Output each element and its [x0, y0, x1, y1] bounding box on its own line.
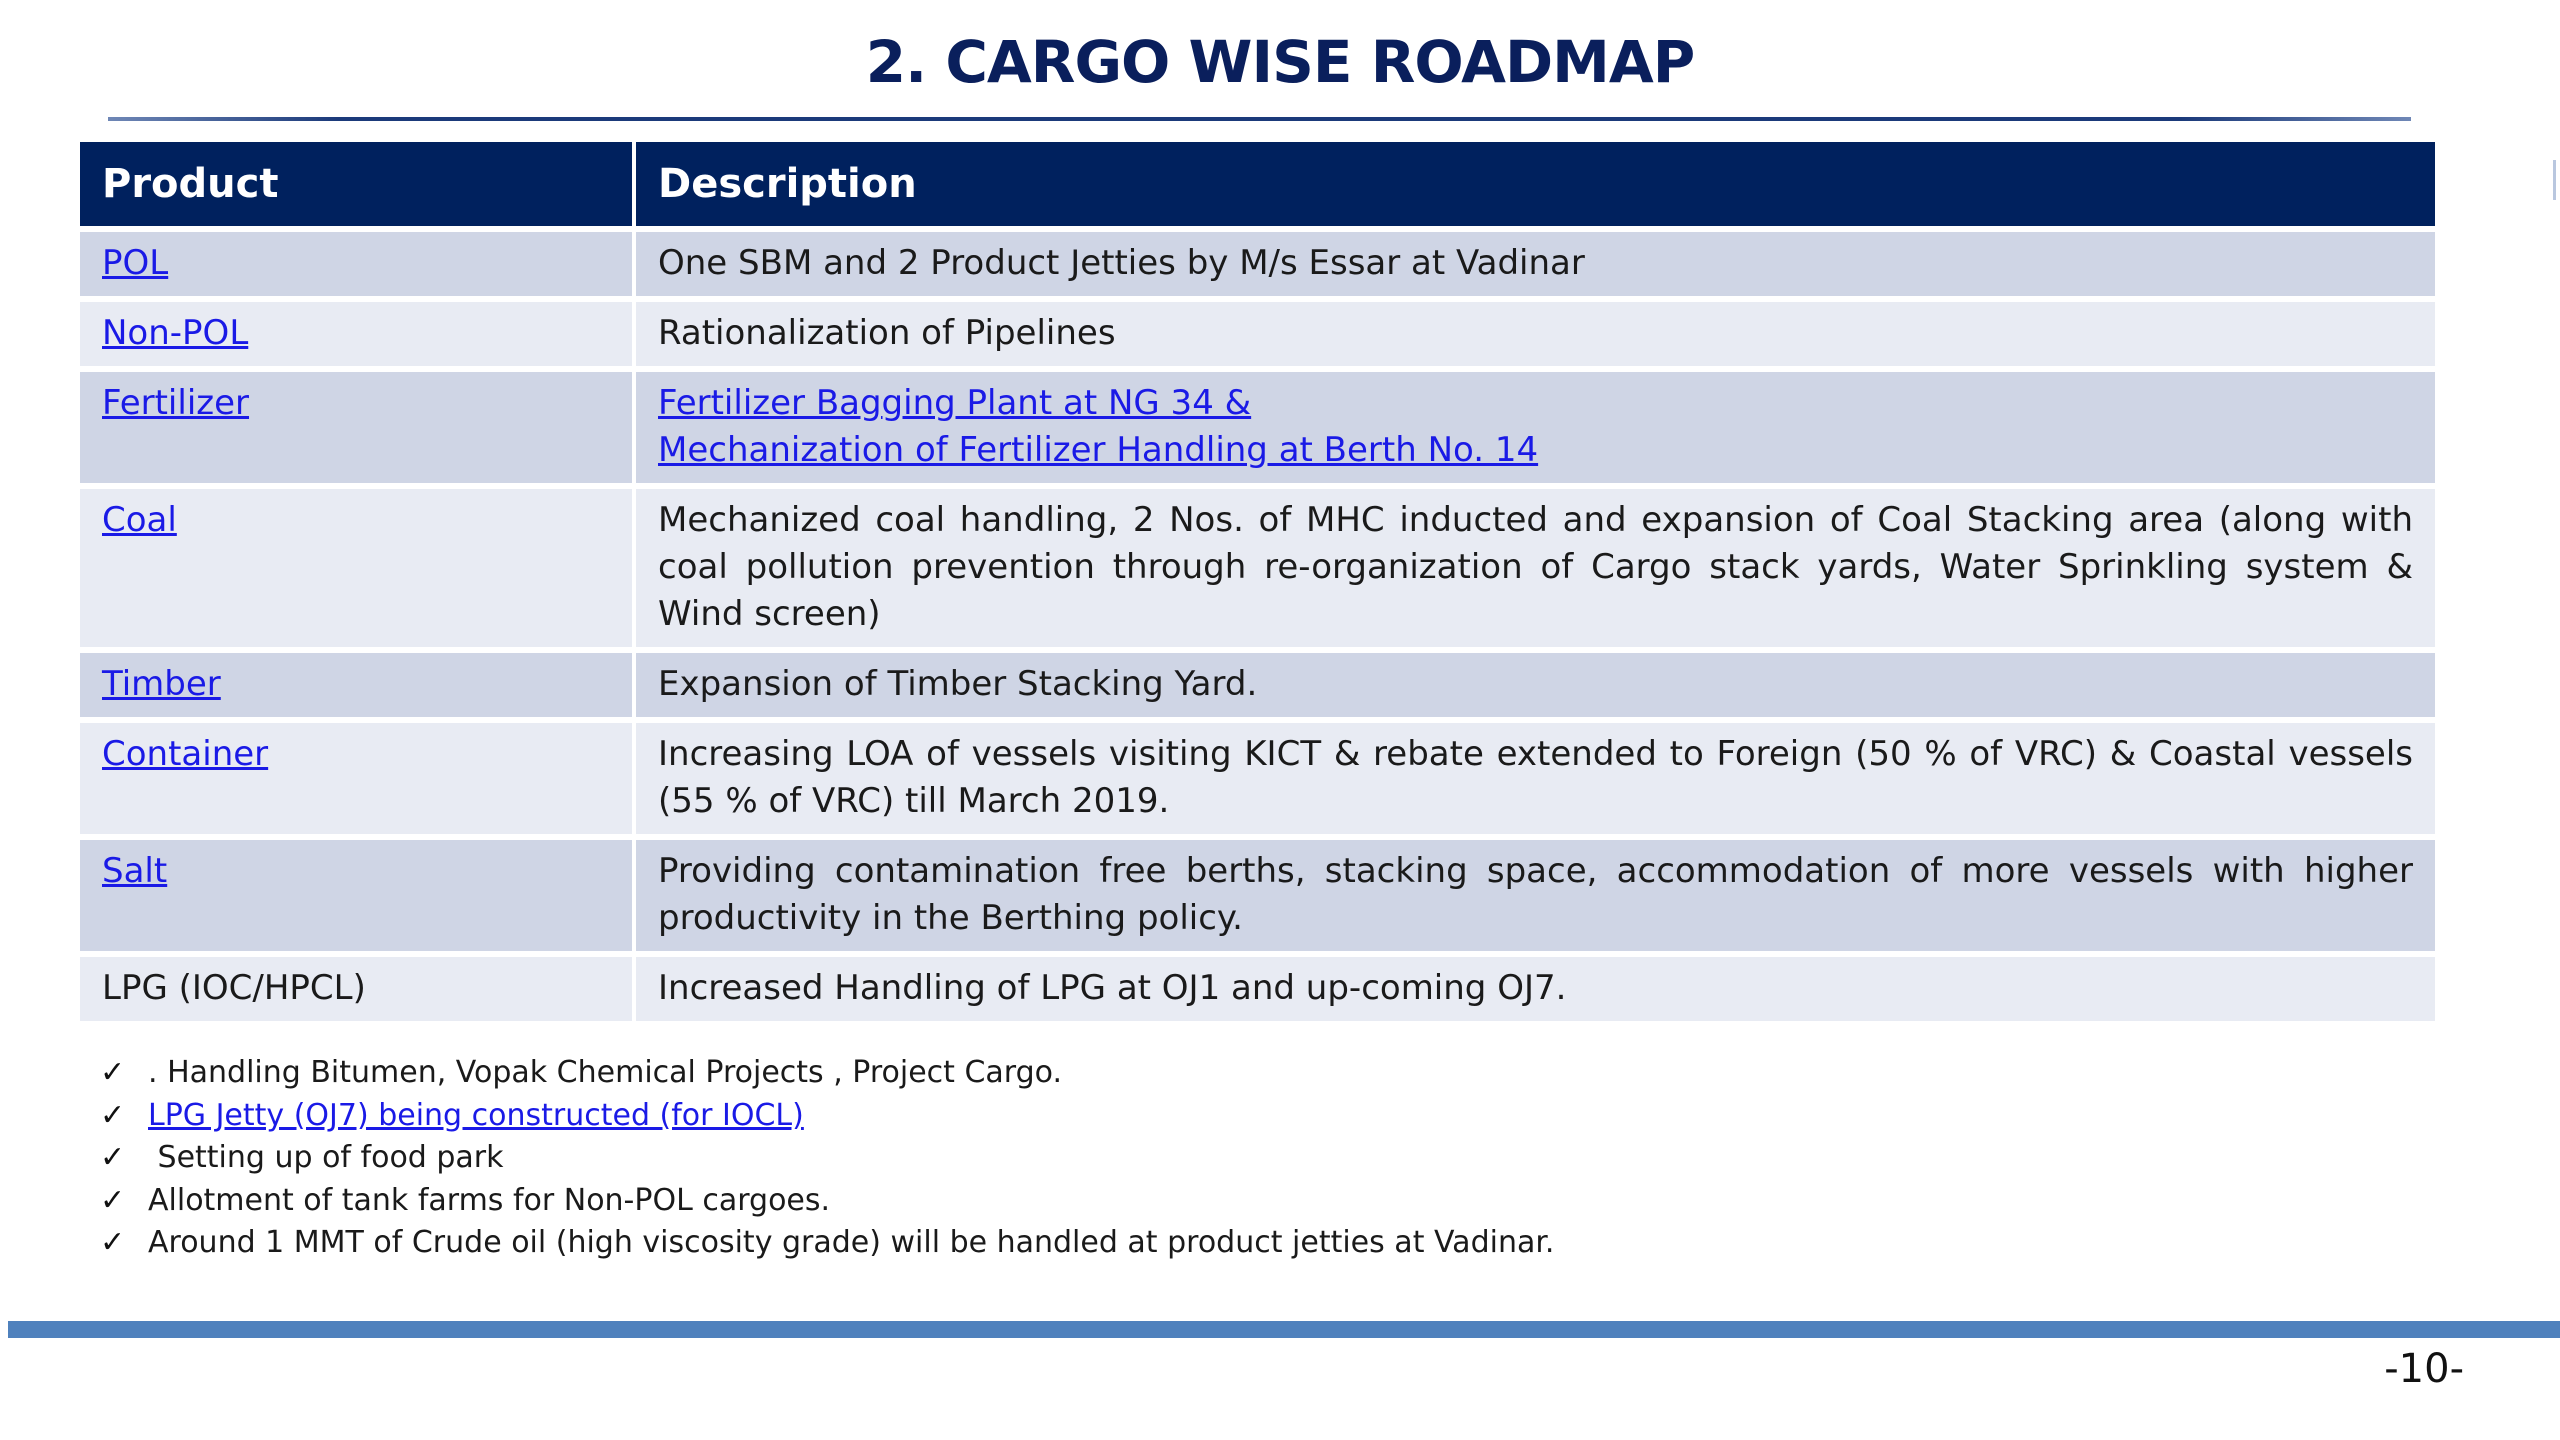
- product-cell: [80, 723, 632, 834]
- description-link[interactable]: Mechanization of Fertilizer Handling at Berth No. 14: [658, 430, 1539, 470]
- product-link[interactable]: Container: [102, 734, 269, 774]
- description-link[interactable]: Fertilizer Bagging Plant at NG 34 &: [658, 383, 1252, 423]
- description-cell: [632, 372, 2435, 483]
- checkmark-icon: ✓: [100, 1182, 126, 1218]
- checkmark-icon: ✓: [100, 1055, 126, 1090]
- description-text: Increased Handling of LPG at OJ1 and up-coming OJ7.: [658, 968, 1567, 1008]
- description-text: Expansion of Timber Stacking Yard.: [658, 664, 1258, 704]
- footer-bar: [8, 1321, 2560, 1338]
- table-row: [80, 489, 2435, 647]
- product-cell: [80, 489, 632, 647]
- table-row: [80, 957, 2435, 1021]
- table-body: [80, 232, 2435, 1021]
- description-cell: [632, 232, 2435, 296]
- checkmark-icon: ✓: [100, 1225, 126, 1260]
- note-item: [100, 1137, 1554, 1180]
- table-row: [80, 723, 2435, 834]
- column-header-description: Description: [632, 142, 2435, 226]
- table-row: [80, 840, 2435, 951]
- product-label: LPG (IOC/HPCL): [102, 968, 366, 1008]
- table-row: [80, 653, 2435, 717]
- description-cell: [632, 653, 2435, 717]
- table-row: [80, 302, 2435, 366]
- product-link[interactable]: Fertilizer: [102, 383, 250, 423]
- note-item: [100, 1095, 1554, 1138]
- description-cell: [632, 302, 2435, 366]
- note-text: . Handling Bitumen, Vopak Chemical Projects , Project Cargo.: [148, 1055, 1063, 1090]
- product-cell: [80, 957, 632, 1021]
- notes-checklist: [100, 1052, 1554, 1265]
- description-text: Providing contamination free berths, stacking space, accommodation of more vessels with higher productivity in the Berthing policy.: [658, 851, 2413, 938]
- description-cell: [632, 840, 2435, 951]
- note-item: [100, 1222, 1554, 1265]
- description-text: Mechanized coal handling, 2 Nos. of MHC inducted and expansion of Coal Stacking area (along with coal pollution prevention through re-organization of Cargo stack yards, Water Sprinkling system & Wind screen): [658, 500, 2413, 634]
- table-header-row: [80, 142, 2435, 226]
- description-text: Rationalization of Pipelines: [658, 313, 1116, 353]
- page-title: 2. CARGO WISE ROADMAP: [865, 28, 1695, 96]
- description-text: One SBM and 2 Product Jetties by M/s Essar at Vadinar: [658, 243, 1585, 283]
- description-text: Increasing LOA of vessels visiting KICT & rebate extended to Foreign (50 % of VRC) & Coastal vessels (55 % of VRC) till March 2019.: [658, 734, 2413, 821]
- checkmark-icon: ✓: [100, 1097, 126, 1133]
- table-row: [80, 372, 2435, 483]
- slide-edge-mark: [2553, 160, 2556, 200]
- product-cell: [80, 372, 632, 483]
- table-row: [80, 232, 2435, 296]
- note-text: Allotment of tank farms for Non-POL cargoes.: [148, 1182, 831, 1218]
- note-text: Setting up of food park: [148, 1140, 504, 1175]
- product-cell: [80, 232, 632, 296]
- product-link[interactable]: Salt: [102, 851, 168, 891]
- product-link[interactable]: Timber: [102, 664, 221, 704]
- product-cell: [80, 840, 632, 951]
- description-cell: [632, 723, 2435, 834]
- product-link[interactable]: POL: [102, 243, 169, 283]
- cargo-roadmap-table: [80, 136, 2435, 1027]
- checkmark-icon: ✓: [100, 1140, 126, 1175]
- product-cell: [80, 653, 632, 717]
- product-link[interactable]: Non-POL: [102, 313, 249, 353]
- product-link[interactable]: Coal: [102, 500, 177, 540]
- note-item: [100, 1180, 1554, 1223]
- description-cell: [632, 489, 2435, 647]
- page-number: -10-: [2384, 1346, 2464, 1392]
- note-text: Around 1 MMT of Crude oil (high viscosity grade) will be handled at product jetties at Vadinar.: [148, 1225, 1555, 1260]
- description-cell: [632, 957, 2435, 1021]
- product-cell: [80, 302, 632, 366]
- note-item: [100, 1052, 1554, 1095]
- column-header-product: Product: [80, 142, 632, 226]
- title-underline: [108, 117, 2411, 121]
- note-link[interactable]: LPG Jetty (OJ7) being constructed (for IOCL): [148, 1097, 804, 1133]
